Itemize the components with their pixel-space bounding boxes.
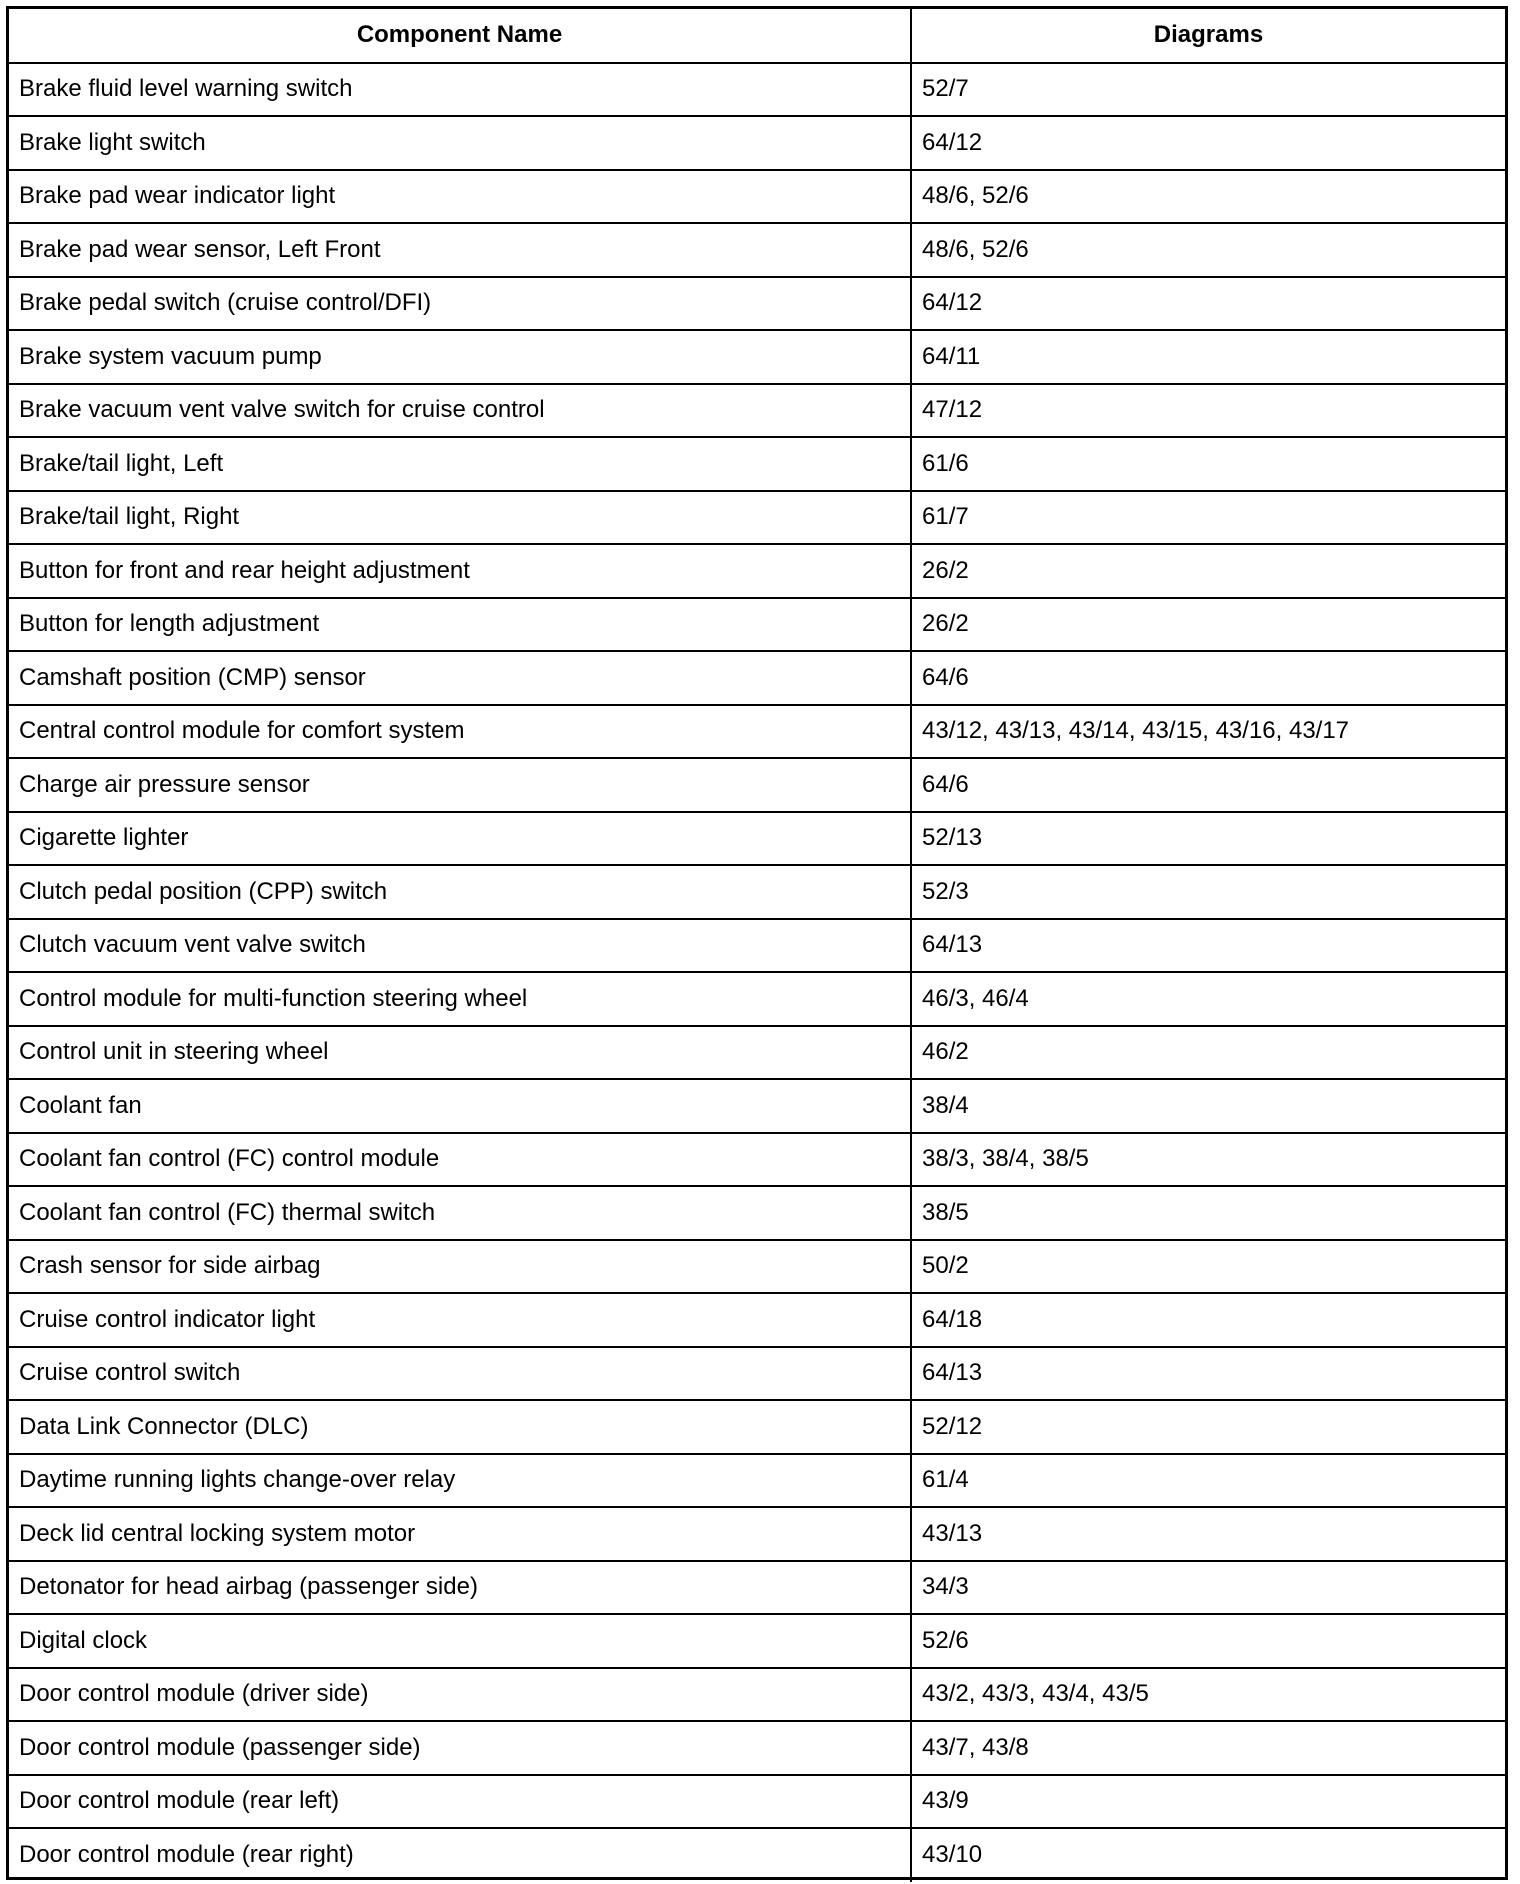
diagrams-cell: 64/6 bbox=[911, 758, 1505, 812]
component-name-cell: Cruise control switch bbox=[9, 1347, 911, 1401]
component-name-cell: Digital clock bbox=[9, 1614, 911, 1668]
diagrams-cell: 43/10 bbox=[911, 1828, 1505, 1882]
component-name-cell: Cigarette lighter bbox=[9, 812, 911, 866]
component-name-cell: Brake light switch bbox=[9, 116, 911, 170]
component-name-cell: Control module for multi-function steering wheel bbox=[9, 972, 911, 1026]
diagrams-cell: 48/6, 52/6 bbox=[911, 223, 1505, 277]
component-name-cell: Brake pedal switch (cruise control/DFI) bbox=[9, 277, 911, 331]
component-name-cell: Central control module for comfort system bbox=[9, 705, 911, 759]
diagrams-cell: 38/3, 38/4, 38/5 bbox=[911, 1133, 1505, 1187]
table-row bbox=[9, 1293, 1505, 1347]
diagrams-cell: 52/13 bbox=[911, 812, 1505, 866]
component-name-cell: Cruise control indicator light bbox=[9, 1293, 911, 1347]
diagrams-cell: 64/13 bbox=[911, 919, 1505, 973]
diagrams-cell: 47/12 bbox=[911, 384, 1505, 438]
table-row bbox=[9, 1721, 1505, 1775]
component-name-cell: Brake fluid level warning switch bbox=[9, 63, 911, 117]
component-name-cell: Brake system vacuum pump bbox=[9, 330, 911, 384]
component-name-cell: Clutch pedal position (CPP) switch bbox=[9, 865, 911, 919]
component-name-cell: Button for front and rear height adjustment bbox=[9, 544, 911, 598]
column-header-diagrams: Diagrams bbox=[911, 9, 1505, 63]
component-name-cell: Crash sensor for side airbag bbox=[9, 1240, 911, 1294]
diagrams-cell: 26/2 bbox=[911, 598, 1505, 652]
table-row bbox=[9, 919, 1505, 973]
column-header-component-name: Component Name bbox=[9, 9, 911, 63]
table-row bbox=[9, 1079, 1505, 1133]
table-row bbox=[9, 812, 1505, 866]
component-name-cell: Door control module (driver side) bbox=[9, 1668, 911, 1722]
table-row bbox=[9, 1347, 1505, 1401]
table-row bbox=[9, 384, 1505, 438]
table-row bbox=[9, 1454, 1505, 1508]
component-name-cell: Brake/tail light, Right bbox=[9, 491, 911, 545]
table-row bbox=[9, 865, 1505, 919]
table-row bbox=[9, 116, 1505, 170]
table-row bbox=[9, 651, 1505, 705]
diagrams-cell: 64/6 bbox=[911, 651, 1505, 705]
table-row bbox=[9, 598, 1505, 652]
diagrams-cell: 52/7 bbox=[911, 63, 1505, 117]
diagrams-cell: 64/12 bbox=[911, 116, 1505, 170]
table-row bbox=[9, 1186, 1505, 1240]
diagrams-cell: 52/3 bbox=[911, 865, 1505, 919]
diagrams-cell: 26/2 bbox=[911, 544, 1505, 598]
table-row bbox=[9, 1133, 1505, 1187]
diagrams-cell: 43/7, 43/8 bbox=[911, 1721, 1505, 1775]
diagrams-cell: 52/6 bbox=[911, 1614, 1505, 1668]
diagrams-cell: 43/12, 43/13, 43/14, 43/15, 43/16, 43/17 bbox=[911, 705, 1505, 759]
table-body bbox=[9, 63, 1505, 1882]
diagrams-cell: 43/13 bbox=[911, 1507, 1505, 1561]
component-name-cell: Clutch vacuum vent valve switch bbox=[9, 919, 911, 973]
table-row bbox=[9, 972, 1505, 1026]
component-name-cell: Detonator for head airbag (passenger side) bbox=[9, 1561, 911, 1615]
table-row bbox=[9, 1775, 1505, 1829]
component-name-cell: Door control module (rear right) bbox=[9, 1828, 911, 1882]
diagrams-cell: 64/12 bbox=[911, 277, 1505, 331]
table-row bbox=[9, 1614, 1505, 1668]
table-row bbox=[9, 1026, 1505, 1080]
table-row bbox=[9, 544, 1505, 598]
diagrams-cell: 61/6 bbox=[911, 437, 1505, 491]
component-name-cell: Brake vacuum vent valve switch for cruise control bbox=[9, 384, 911, 438]
table-row bbox=[9, 1828, 1505, 1882]
component-name-cell: Brake pad wear indicator light bbox=[9, 170, 911, 224]
table-row bbox=[9, 170, 1505, 224]
component-name-cell: Brake/tail light, Left bbox=[9, 437, 911, 491]
component-name-cell: Coolant fan bbox=[9, 1079, 911, 1133]
table-row bbox=[9, 758, 1505, 812]
component-name-cell: Button for length adjustment bbox=[9, 598, 911, 652]
diagrams-cell: 38/5 bbox=[911, 1186, 1505, 1240]
diagrams-cell: 48/6, 52/6 bbox=[911, 170, 1505, 224]
table-row bbox=[9, 437, 1505, 491]
diagrams-cell: 61/4 bbox=[911, 1454, 1505, 1508]
component-name-cell: Door control module (rear left) bbox=[9, 1775, 911, 1829]
component-index-table bbox=[9, 9, 1505, 1882]
component-name-cell: Control unit in steering wheel bbox=[9, 1026, 911, 1080]
table-header-row bbox=[9, 9, 1505, 63]
component-name-cell: Daytime running lights change-over relay bbox=[9, 1454, 911, 1508]
table-row bbox=[9, 1240, 1505, 1294]
diagrams-cell: 52/12 bbox=[911, 1400, 1505, 1454]
table-row bbox=[9, 1561, 1505, 1615]
component-name-cell: Charge air pressure sensor bbox=[9, 758, 911, 812]
table-row bbox=[9, 491, 1505, 545]
component-index-sheet bbox=[6, 6, 1508, 1880]
table-row bbox=[9, 63, 1505, 117]
diagrams-cell: 64/13 bbox=[911, 1347, 1505, 1401]
table-row bbox=[9, 705, 1505, 759]
table-row bbox=[9, 1507, 1505, 1561]
diagrams-cell: 46/3, 46/4 bbox=[911, 972, 1505, 1026]
diagrams-cell: 64/11 bbox=[911, 330, 1505, 384]
table-row bbox=[9, 1400, 1505, 1454]
diagrams-cell: 43/9 bbox=[911, 1775, 1505, 1829]
component-name-cell: Camshaft position (CMP) sensor bbox=[9, 651, 911, 705]
table-row bbox=[9, 330, 1505, 384]
component-name-cell: Data Link Connector (DLC) bbox=[9, 1400, 911, 1454]
diagrams-cell: 64/18 bbox=[911, 1293, 1505, 1347]
component-name-cell: Brake pad wear sensor, Left Front bbox=[9, 223, 911, 277]
diagrams-cell: 61/7 bbox=[911, 491, 1505, 545]
component-name-cell: Door control module (passenger side) bbox=[9, 1721, 911, 1775]
diagrams-cell: 46/2 bbox=[911, 1026, 1505, 1080]
table-row bbox=[9, 1668, 1505, 1722]
component-name-cell: Coolant fan control (FC) control module bbox=[9, 1133, 911, 1187]
diagrams-cell: 43/2, 43/3, 43/4, 43/5 bbox=[911, 1668, 1505, 1722]
table-row bbox=[9, 277, 1505, 331]
diagrams-cell: 50/2 bbox=[911, 1240, 1505, 1294]
component-name-cell: Deck lid central locking system motor bbox=[9, 1507, 911, 1561]
component-name-cell: Coolant fan control (FC) thermal switch bbox=[9, 1186, 911, 1240]
table-row bbox=[9, 223, 1505, 277]
diagrams-cell: 34/3 bbox=[911, 1561, 1505, 1615]
diagrams-cell: 38/4 bbox=[911, 1079, 1505, 1133]
